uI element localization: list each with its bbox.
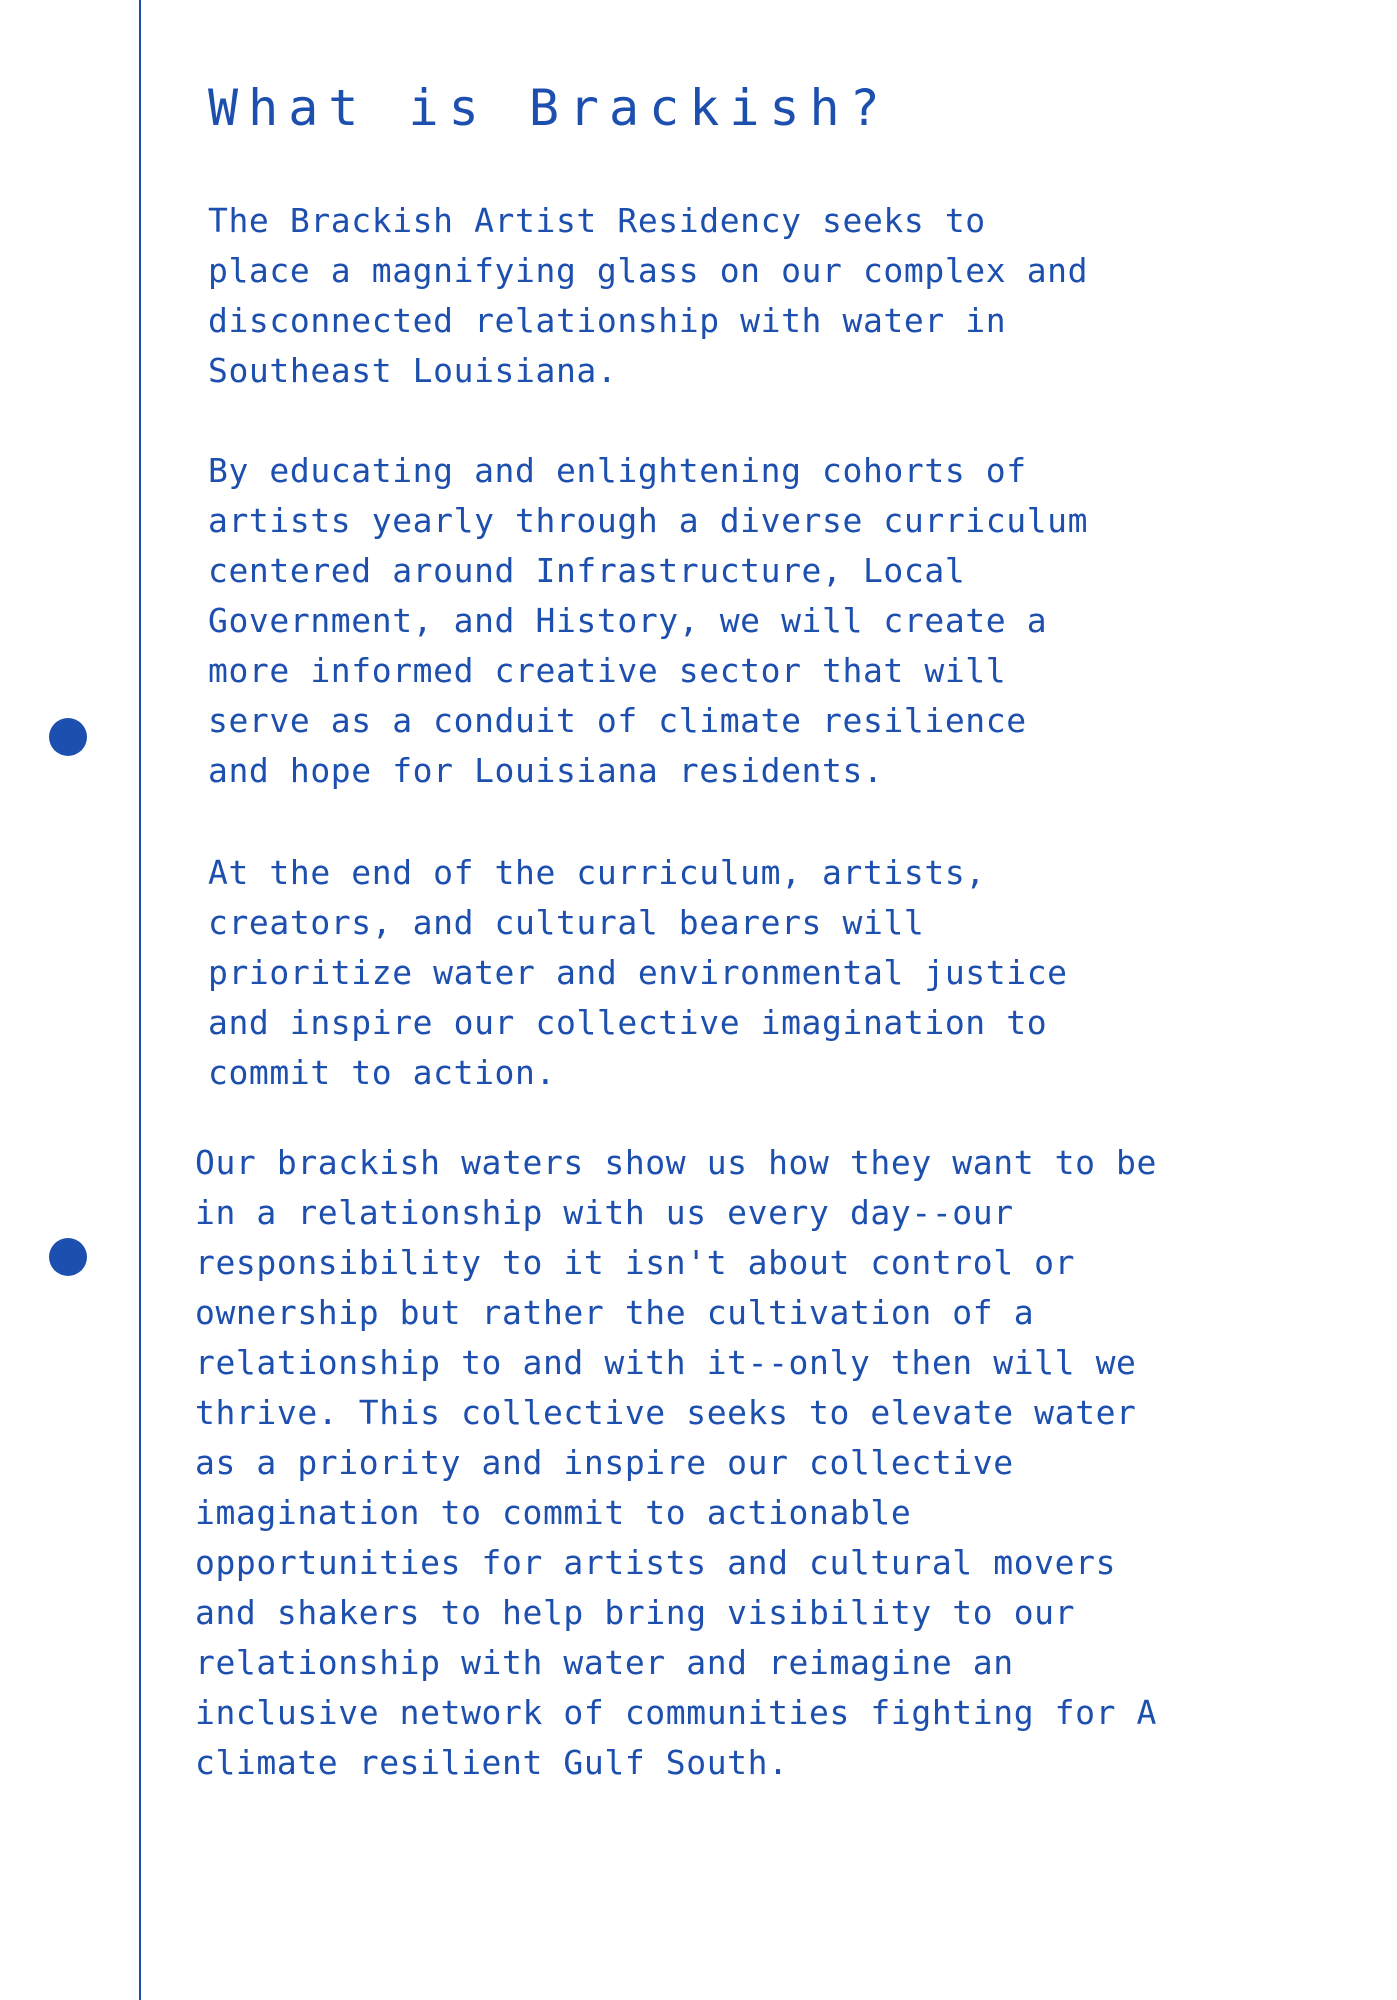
bullet-dot — [49, 718, 87, 756]
paragraph-intro: The Brackish Artist Residency seeks to place a magnifying glass on our complex and disconnected relationship with water in Southeast Louisiana. — [208, 201, 1089, 390]
bullet-dot — [49, 1238, 87, 1276]
page-title: What is Brackish? — [208, 79, 890, 137]
vertical-rule — [139, 0, 141, 2000]
paragraph-outcome: At the end of the curriculum, artists, creators, and cultural bearers will prioritize water and environmental justice and inspire our collective imagination to commit to action. — [208, 853, 1068, 1092]
paragraph-brackish-waters: Our brackish waters show us how they want to be in a relationship with us every day--our responsibility to it isn't about control or ownership but rather the cultivation of a relationship to and with it--only then will we thrive. This collective seeks to elevate water as a priority and inspire our collective imagination to commit to actionable opportunities for artists and cultural movers and shakers to help bring visibility to our relationship with water and reimagine an inclusive network of communities fighting for A climate resilient Gulf South. — [195, 1143, 1157, 1782]
paragraph-education: By educating and enlightening cohorts of artists yearly through a diverse curriculum centered around Infrastructure, Local Government, and History, we will create a more informed creative sector that will serve as a conduit of climate resilience and hope for Louisiana residents. — [208, 451, 1089, 790]
